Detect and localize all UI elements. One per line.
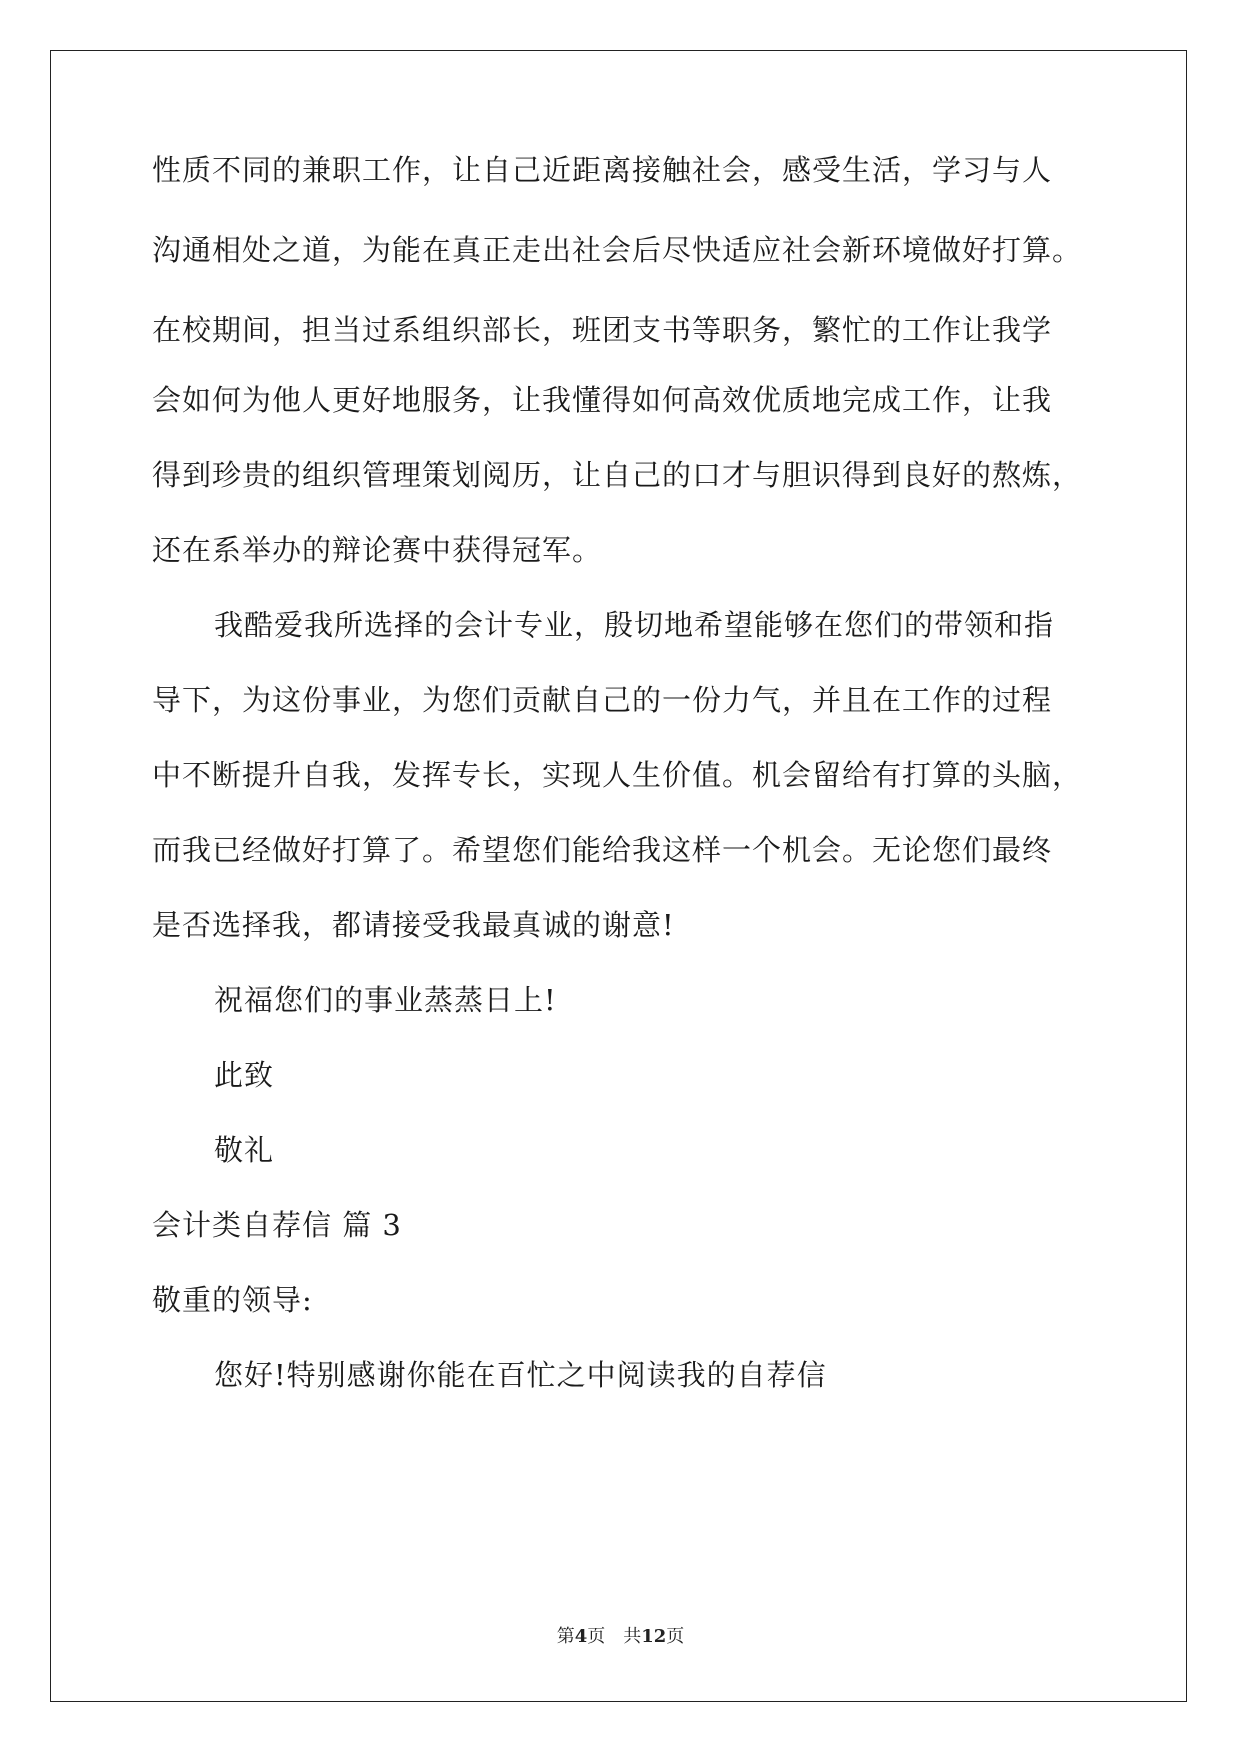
page-number: 4: [574, 1626, 588, 1647]
section-heading: 会计类自荐信 篇 3: [152, 1208, 402, 1242]
text-line-blessing: 祝福您们的事业蒸蒸日上!: [214, 983, 557, 1017]
text-line-4: 会如何为他人更好地服务，让我懂得如何高效优质地完成工作，让我: [152, 383, 1053, 417]
text-line-11: 是否选择我，都请接受我最真诚的谢意!: [152, 908, 675, 942]
page-footer: [0, 1625, 1241, 1649]
text-line-6: 还在系举办的辩论赛中获得冠军。: [152, 533, 603, 567]
text-line-8: 导下，为这份事业，为您们贡献自己的一份力气，并且在工作的过程: [152, 683, 1053, 717]
text-line-closing-1: 此致: [214, 1058, 275, 1092]
total-suffix: 页: [666, 1626, 685, 1647]
text-line-9: 中不断提升自我，发挥专长，实现人生价值。机会留给有打算的头脑，: [152, 758, 1083, 792]
text-line-5: 得到珍贵的组织管理策划阅历，让自己的口才与胆识得到良好的熬炼，: [152, 458, 1083, 492]
salutation: 敬重的领导:: [152, 1283, 313, 1317]
page-prefix: 第: [556, 1626, 575, 1647]
text-line-3: 在校期间，担当过系组织部长，班团支书等职务，繁忙的工作让我学: [152, 313, 1053, 347]
text-line-greeting: 您好!特别感谢你能在百忙之中阅读我的自荐信: [214, 1358, 827, 1392]
text-line-7: 我酷爱我所选择的会计专业，殷切地希望能够在您们的带领和指: [214, 608, 1055, 642]
text-line-2: 沟通相处之道，为能在真正走出社会后尽快适应社会新环境做好打算。: [152, 233, 1083, 267]
page-frame: [50, 50, 1187, 1702]
total-prefix: 共: [623, 1626, 642, 1647]
total-pages: 12: [641, 1626, 667, 1647]
page-suffix: 页: [587, 1626, 606, 1647]
text-line-closing-2: 敬礼: [214, 1133, 275, 1167]
text-line-1: 性质不同的兼职工作，让自己近距离接触社会，感受生活，学习与人: [152, 153, 1053, 187]
text-line-10: 而我已经做好打算了。希望您们能给我这样一个机会。无论您们最终: [152, 833, 1053, 867]
